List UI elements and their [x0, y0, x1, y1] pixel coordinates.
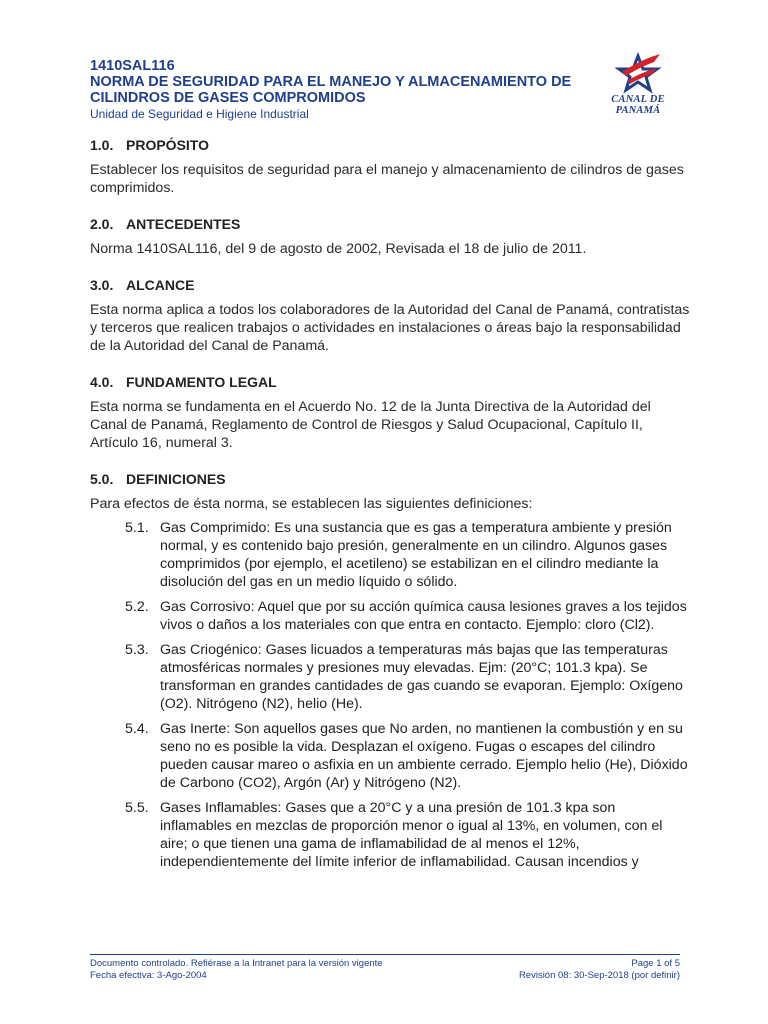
definition-number: 5.2. [125, 599, 149, 615]
footer-page-number: Page 1 of 5 [631, 958, 680, 969]
section-antecedentes [90, 215, 690, 258]
definition-number: 5.5. [125, 800, 149, 816]
list-item [90, 519, 690, 591]
section-number: 4.0. [90, 374, 114, 390]
section-text: Norma 1410SAL116, del 9 de agosto de 2002, Revisada el 18 de julio de 2011. [90, 241, 587, 257]
section-fundamento-legal [90, 373, 690, 452]
section-title: FUNDAMENTO LEGAL [126, 374, 277, 390]
section-number: 5.0. [90, 471, 114, 487]
section-title: ANTECEDENTES [126, 216, 241, 232]
document-footer [90, 954, 680, 982]
definition-text: Gas Comprimido: Es una sustancia que es gas a temperatura ambiente y presión normal, y es contenido bajo presión, generalmente en un cilindro. Algunos gases comprimidos (por ejemplo, el acetileno) se estabilizan en el cilindro mediante la disolución del gas en un medio líquido o sólido. [160, 520, 672, 590]
list-item [90, 720, 690, 792]
definition-text: Gas Corrosivo: Aquel que por su acción química causa lesiones graves a los tejidos vivos o daños a los materiales con que entra en contacto. Ejemplo: cloro (Cl2). [160, 599, 687, 633]
section-number: 3.0. [90, 277, 114, 293]
section-text: Establecer los requisitos de seguridad para el manejo y almacenamiento de cilindros de gases comprimidos. [90, 162, 684, 196]
list-item [90, 598, 690, 634]
logo-text: CANAL DE PANAMÁ [611, 94, 665, 116]
definition-text: Gases Inflamables: Gases que a 20°C y a una presión de 101.3 kpa son inflamables en mezclas de proporción menor o igual al 13%, en volumen, con el aire; o que tienen una gama de inflamabilidad de al menos el 12%, independientemente del límite inferior de inflamabilidad. Causan incendios y [160, 800, 663, 870]
definition-text: Gas Criogénico: Gases licuados a temperaturas más bajas que las temperaturas atmosféricas normales y presiones muy elevadas. Ejm: (20°C; 101.3 kpa). Se transforman en grandes cantidades de gas cuando se evaporan. Ejemplo: Oxígeno (O2). Nitrógeno (N2), helio (He). [160, 642, 683, 712]
definitions-list [90, 519, 690, 871]
section-alcance [90, 276, 690, 355]
document-code: 1410SAL116 [90, 58, 175, 74]
section-title: PROPÓSITO [126, 137, 209, 153]
document-title: NORMA DE SEGURIDAD PARA EL MANEJO Y ALMACENAMIENTO DE CILINDROS DE GASES COMPROMIDOS [90, 74, 572, 106]
list-item [90, 799, 690, 871]
section-proposito [90, 136, 690, 197]
definition-number: 5.3. [125, 642, 149, 658]
section-text: Esta norma aplica a todos los colaboradores de la Autoridad del Canal de Panamá, contratistas y terceros que realicen trabajos o actividades en instalaciones o áreas bajo la responsabilidad de la Autoridad del Canal de Panamá. [90, 302, 690, 354]
document-unit: Unidad de Seguridad e Higiene Industrial [90, 107, 309, 121]
canal-de-panama-logo [588, 50, 688, 116]
section-text: Para efectos de ésta norma, se establecen las siguientes definiciones: [90, 496, 533, 512]
section-title: DEFINICIONES [126, 471, 226, 487]
document-body [90, 136, 690, 878]
section-definiciones [90, 470, 690, 871]
document-header [90, 58, 610, 122]
footer-revision: Revisión 08: 30-Sep-2018 (por definir) [518, 970, 680, 981]
definition-text: Gas Inerte: Son aquellos gases que No arden, no mantienen la combustión y en su seno no es posible la vida. Desplazan el oxígeno. Fugas o escapes del cilindro pueden causar mareo o asfixia en un ambiente cerrado. Ejemplo helio (He), Dióxido de Carbono (CO2), Argón (Ar) y Nitrógeno (N2). [160, 721, 688, 791]
section-text: Esta norma se fundamenta en el Acuerdo No. 12 de la Junta Directiva de la Autoridad del Canal de Panamá, Reglamento de Control de Riesgos y Salud Ocupacional, Capítulo II, Artículo 16, numeral 3. [90, 399, 651, 451]
section-title: ALCANCE [126, 277, 195, 293]
definition-number: 5.1. [125, 520, 149, 536]
list-item [90, 641, 690, 713]
section-number: 2.0. [90, 216, 114, 232]
definition-number: 5.4. [125, 721, 149, 737]
star-logo-icon [588, 50, 688, 94]
section-number: 1.0. [90, 137, 114, 153]
footer-control-note: Documento controlado. Refiérase a la Intranet para la versión vigente [90, 958, 383, 969]
footer-effective-date: Fecha efectiva: 3-Ago-2004 [90, 970, 207, 981]
